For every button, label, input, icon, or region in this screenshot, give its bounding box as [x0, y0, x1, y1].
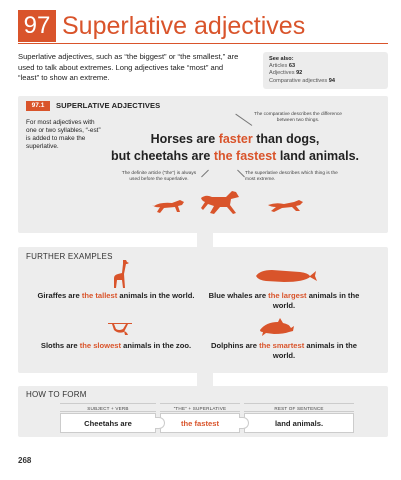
section-badge: 97.1 [26, 101, 50, 111]
column-header-rest: REST OF SENTENCE [244, 403, 354, 412]
intro-text: Superlative adjectives, such as “the biggest” or “the smallest,” are used to talk about extremes. Long adjectives take “most” and “least” to show an extreme. [18, 52, 239, 82]
how-to-form-label: HOW TO FORM [26, 390, 87, 399]
header-divider [18, 43, 388, 44]
sloth-icon [106, 320, 134, 338]
see-also-item[interactable]: Adjectives 92 [269, 70, 303, 77]
see-also-title: See also: [269, 56, 294, 62]
form-cell-superlative: the fastest [160, 413, 240, 433]
further-examples-label: FURTHER EXAMPLES [26, 252, 113, 261]
example-blue-whales: Blue whales are the largest animals in the world. [208, 291, 360, 310]
see-also-box [263, 52, 388, 89]
unit-header [18, 10, 388, 44]
annotation-definite-article: The definite article (“the”) is always used before the superlative. [121, 171, 197, 182]
cheetah-icon [266, 196, 306, 214]
dog-icon [150, 194, 188, 216]
see-also-item[interactable]: Articles 63 [269, 63, 296, 70]
form-cell-subject-verb: Cheetahs are [60, 413, 156, 433]
main-sentence: Horses are faster than dogs, but cheetahs are the fastest land animals. [110, 132, 360, 163]
column-header-superlative: “THE” + SUPERLATIVE [160, 403, 240, 412]
form-cell-rest: land animals. [244, 413, 354, 433]
dolphin-icon [256, 316, 296, 340]
blue-whale-icon [254, 266, 318, 286]
see-also-item[interactable]: Comparative adjectives 94 [269, 77, 335, 84]
example-sloths: Sloths are the slowest animals in the zoo. [40, 341, 192, 350]
unit-title: Superlative adjectives [62, 12, 306, 40]
horse-icon [198, 188, 242, 218]
panel-connector [197, 233, 213, 247]
giraffe-icon [108, 258, 132, 290]
annotation-comparative: The comparative describes the difference between two things. [254, 112, 342, 123]
annotation-superlative: The superlative describes which thing is the most extreme. [245, 171, 338, 182]
unit-number: 97 [18, 10, 56, 42]
page-number: 268 [18, 456, 32, 465]
example-dolphins: Dolphins are the smartest animals in the world. [210, 341, 358, 360]
side-note: For most adjectives with one or two syllables, “-est” is added to make the superlative. [26, 119, 101, 150]
panel-connector [197, 373, 213, 387]
example-giraffes: Giraffes are the tallest animals in the world. [37, 291, 195, 300]
section-title: SUPERLATIVE ADJECTIVES [56, 101, 161, 110]
column-header-subject-verb: SUBJECT + VERB [60, 403, 156, 412]
